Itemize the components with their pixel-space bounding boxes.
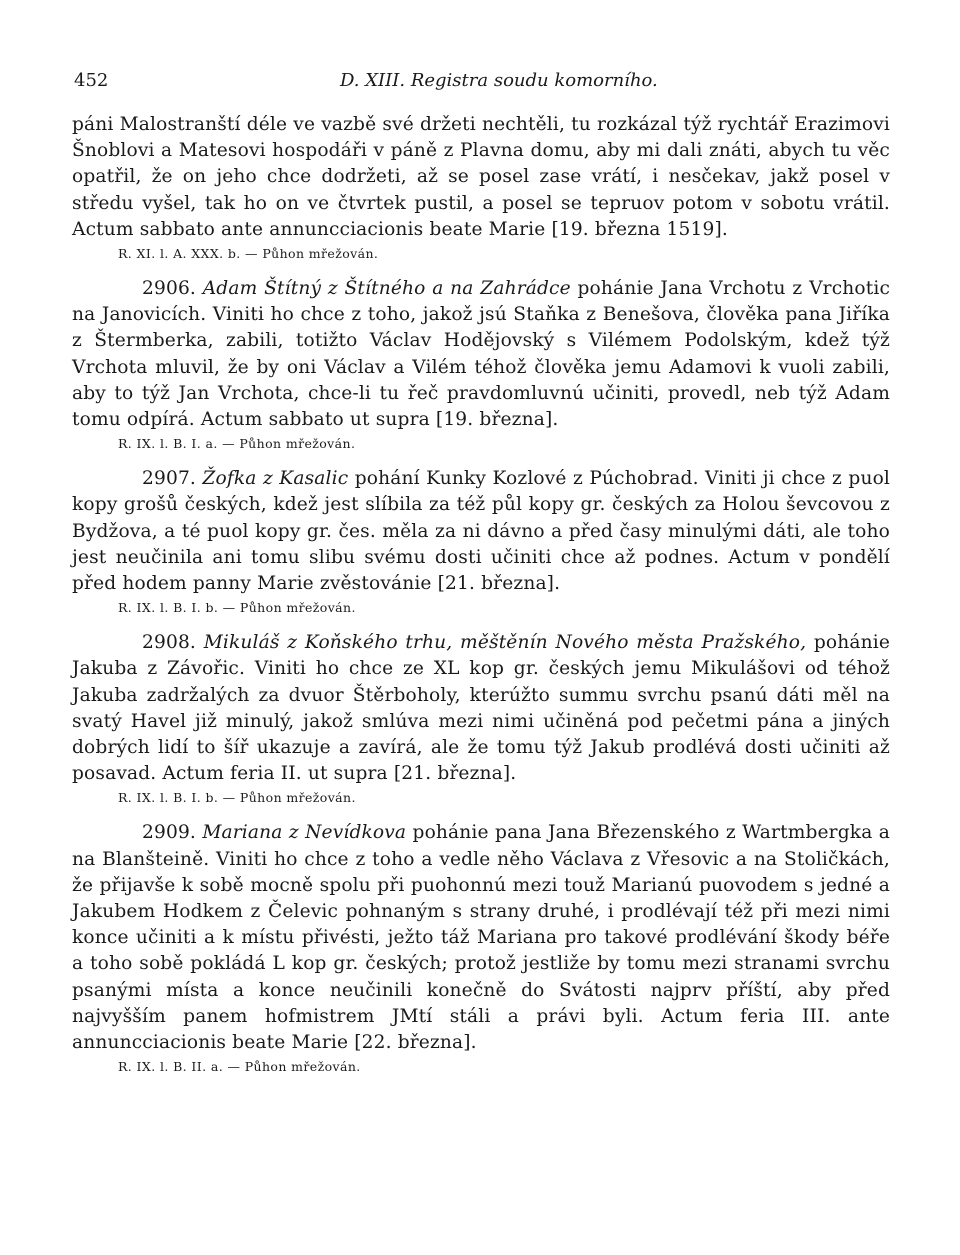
entry-2908	[72, 630, 890, 807]
archive-signature: R. IX. l. B. I. b. — Půhon mřežován.	[118, 790, 356, 806]
intro-paragraph: páni Malostranští déle ve vazbě své držeti nechtěli, tu rozkázal týž rychtář Erazimovi Šnoblovi a Matesovi hospodáři v páně z Plavna domu, aby mi dali znáti, abych tu věc opatřil, že on jeho chce dodržeti, až se posel zase vrátí, i nesčekav, jakž posel v středu vyšel, tak ho on ve čtvrtek pustil, a posel se tepruov potom v sobotu vrátil. Actum sabbato ante annuncciacionis beate Marie [19. března 1519].	[72, 114, 890, 240]
entry-paragraph	[72, 466, 890, 597]
entry-2907	[72, 466, 890, 617]
entry-title: Adam Štítný z Štítného a na Zahrádce	[202, 278, 571, 300]
entry-paragraph	[72, 276, 890, 433]
entry-title: Žofka z Kasalic	[202, 468, 349, 490]
entry-text: pohánie Jakuba z Závořic. Viniti ho chce ze XL kop gr. českých jemu Mikulášovi od téhož Jakuba zadržalých za dvuor Štěrboholy, kterúžto summu svrchu psanú dáti měl na svatý Havel již minulý, jakož smlúva mezi nimi učiněná pod pečetmi pána a jiných dobrých lidí to šíř ukazuje a zavírá, ale že tomu týž Jakub prodlévá dosti učiniti až posavad. Actum feria II. ut supra [21. března].	[72, 632, 891, 785]
archive-signature: R. XI. l. A. XXX. b. — Půhon mřežován.	[118, 246, 379, 262]
archive-signature: R. IX. l. B. I. a. — Půhon mřežován.	[118, 436, 356, 452]
entry-paragraph	[72, 820, 890, 1056]
body-text	[72, 112, 890, 1076]
entry-2909	[72, 820, 890, 1076]
entry-number: 2909.	[142, 822, 196, 844]
entry-paragraph	[72, 630, 890, 787]
page-number: 452	[74, 70, 109, 91]
entry-number: 2908.	[142, 632, 196, 654]
entry-text: pohánie Jana Vrchotu z Vrchotic na Janovicích. Viniti ho chce z toho, jakož jsú Staňka z Benešova, člověka pana Jiříka z Štermberka, zabili, totižto Václav Hodějovský s Vilémem Podolským, kdež týž Vrchota mluvil, že by oni Václav a Vilém téhož člověka jemu Adamovi k vuoli zabili, aby to týž Jan Vrchota, chce-li tu řeč pravdomluvnú učiniti, provedl, neb týž Adam tomu odpírá. Actum sabbato ut supra [19. března].	[72, 278, 891, 431]
entry-title: Mariana z Nevídkova	[202, 822, 407, 844]
entry-number: 2906.	[142, 278, 196, 300]
entry-text: pohánie pana Jana Březenského z Wartmbergka a na Blanšteině. Viniti ho chce z toho a vedle něho Václava z Vřesovic a na Stoličkách, že přijavše k sobě mocně spolu při puohonnú mezi touž Marianú puovodem s jedné a Jakubem Hodkem z Čelevic pohnaným s strany druhé, i prodlévají též při mezi nimi konce učiniti a k místu přivésti, ježto táž Mariana pro takové prodlévání škody béře a toho sobě pokládá L kop gr. českých; protož jestliže by tomu mezi stranami svrchu psanými místa a konce neučinili konečně do Svátosti najprv příští, aby před najvyšším panem hofmistrem JMtí stáli a právi byli. Actum feria III. ante annuncciacionis beate Marie [22. března].	[72, 822, 891, 1054]
entry-2906	[72, 276, 890, 453]
running-title: D. XIII. Registra soudu komorního.	[340, 70, 658, 91]
entry-number: 2907.	[142, 468, 196, 490]
entry-title: Mikuláš z Koňského trhu, měštěnín Nového města Pražského,	[203, 632, 807, 654]
document-page	[72, 70, 890, 1076]
archive-signature: R. IX. l. B. II. a. — Půhon mřežován.	[118, 1059, 361, 1075]
archive-signature: R. IX. l. B. I. b. — Půhon mřežován.	[118, 600, 356, 616]
running-head	[72, 70, 890, 96]
entry-text: pohání Kunky Kozlové z Púchobrad. Viniti ji chce z puol kopy grošů českých, kdež jest slíbila za též půl kopy gr. českých za Holou ševcovou z Bydžova, a té puol kopy gr. čes. měla za ni dávno a před časy minulými dáti, ale toho jest neučinila ani tomu slibu svému dosti učiniti chce až podnes. Actum v pondělí před hodem panny Marie zvěstovánie [21. března].	[72, 468, 891, 595]
